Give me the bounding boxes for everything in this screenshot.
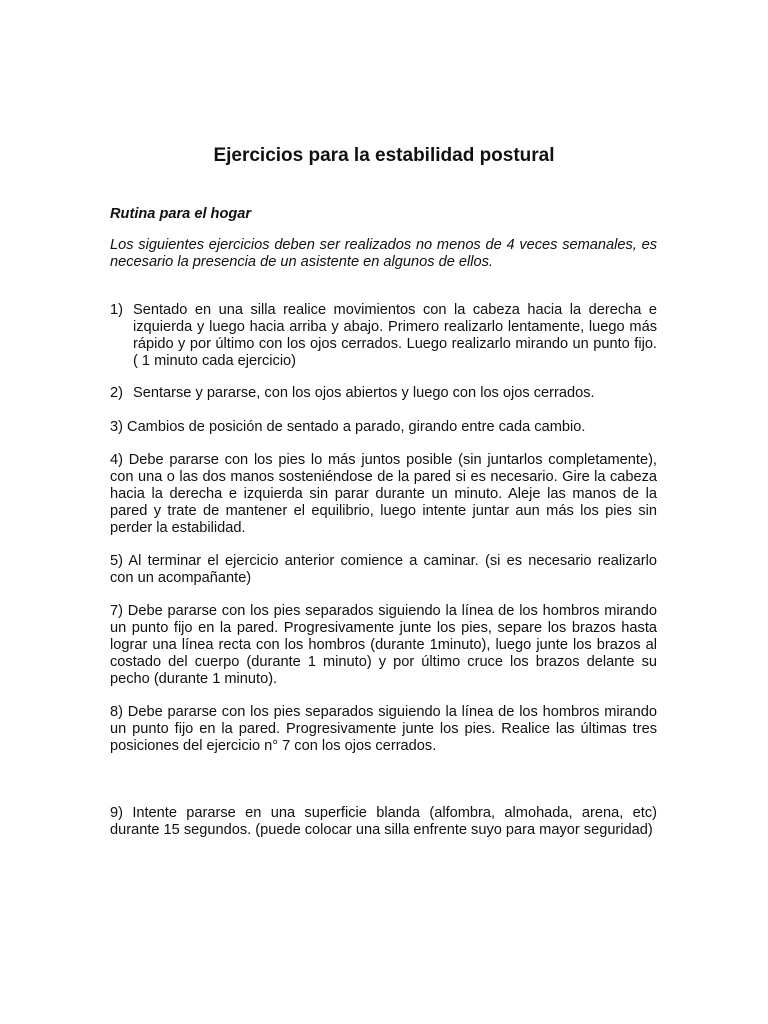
exercise-item-4: 4) Debe pararse con los pies lo más juntos posible (sin juntarlos completamente), con una o las dos manos sosteniéndose de la pared si es necesario. Gire la cabeza hacia la derecha e izquierda sin parar durante un minuto. Aleje las manos de la pared y trate de mantener el equilibrio, luego intente juntar aun más los pies sin perder la estabilidad. [110, 452, 657, 536]
exercise-item-5: 5) Al terminar el ejercicio anterior comience a caminar. (si es necesario realizarlo con un acompañante) [110, 553, 657, 586]
exercise-text: Sentado en una silla realice movimientos con la cabeza hacia la derecha e izquierda y luego hacia arriba y abajo. Primero realizarlo lentamente, luego más rápido y por último con los ojos cerrados. Luego realizarlo mirando un punto fijo. ( 1 minuto cada ejercicio) [133, 302, 657, 369]
exercise-item-9: 9) Intente pararse en una superficie blanda (alfombra, almohada, arena, etc) durante 15 segundos. (puede colocar una silla enfrente suyo para mayor seguridad) [110, 805, 657, 838]
document-subtitle: Rutina para el hogar [110, 206, 252, 222]
exercise-number: 1) [110, 302, 123, 318]
document-title: Ejercicios para la estabilidad postural [213, 145, 555, 166]
exercise-item-3: 3) Cambios de posición de sentado a parado, girando entre cada cambio. [110, 419, 586, 435]
exercise-item-2 [110, 385, 657, 402]
exercise-item-8: 8) Debe pararse con los pies separados siguiendo la línea de los hombros mirando un punto fijo en la pared. Progresivamente junte los pies. Realice las últimas tres posiciones del ejercicio n° 7 con los ojos cerrados. [110, 704, 657, 754]
exercise-item-7: 7) Debe pararse con los pies separados siguiendo la línea de los hombros mirando un punto fijo en la pared. Progresivamente junte los pies, separe los brazos hasta lograr una línea recta con los hombros (durante 1minuto), luego junte los brazos al costado del cuerpo (durante 1 minuto) y por último cruce los brazos delante su pecho (durante 1 minuto). [110, 603, 657, 687]
intro-paragraph: Los siguientes ejercicios deben ser realizados no menos de 4 veces semanales, es necesario la presencia de un asistente en algunos de ellos. [110, 237, 657, 270]
exercise-number: 2) [110, 385, 123, 401]
exercise-item-1 [110, 302, 657, 370]
exercise-text: Sentarse y pararse, con los ojos abiertos y luego con los ojos cerrados. [133, 385, 595, 401]
